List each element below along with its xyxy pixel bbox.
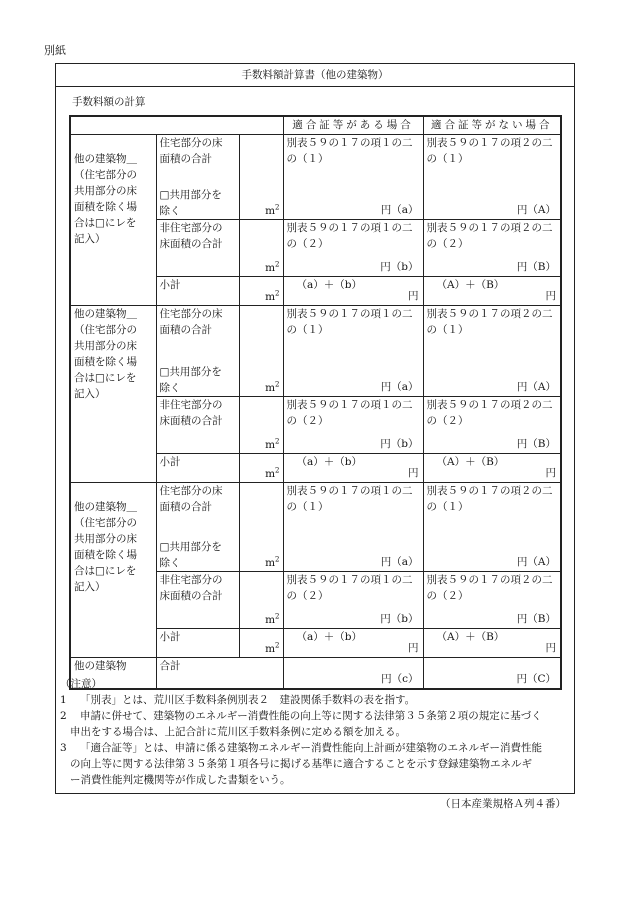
residential-area-input[interactable] [239,483,283,572]
unit-exponent: 2 [275,437,280,446]
unit-m: m [265,557,276,569]
unit-exponent: 2 [275,612,280,621]
without-cert-residential [423,483,561,572]
other-building-label [70,483,156,658]
building-label-line: 共用部分の床 [74,340,137,352]
note-line [60,772,570,788]
residential-label [160,306,236,338]
nonresidential-area-input[interactable] [239,397,283,454]
nonresidential-floor-area-label [156,572,239,629]
unit-exponent: 2 [275,203,280,212]
without-cert-subtotal-formula: （A）＋（B） [436,279,505,291]
unit-exponent: 2 [275,555,280,564]
without-cert-subtotal [423,454,561,483]
with-cert-residential-text: 別表５９の１７の項１の二の（１） [286,137,413,165]
residential-floor-area-label [156,306,239,397]
unit-m: m [265,643,276,655]
with-cert-nonresidential-amount: 円（b） [380,261,419,273]
building-label-line: 記入） [74,233,106,245]
residential-label-line: 面積の合計 [159,324,212,336]
note-item [60,708,570,740]
nonresidential-floor-area-label [156,397,239,454]
common-area-exclusion-line: □共用部分を [159,541,222,553]
yen-unit: 円 [408,642,419,654]
building-label-line: 共用部分の床 [74,185,137,197]
building-label-line: （住宅部分の [74,169,137,181]
unit-m: m [265,468,276,480]
unit-square-meter [265,205,279,217]
note-item [60,740,570,788]
residential-label-line: 住宅部分の床 [159,137,223,149]
yen-unit: 円 [545,467,556,479]
without-cert-residential-amount: 円（A） [516,381,556,393]
with-cert-subtotal [283,629,423,658]
without-cert-nonresidential [423,572,561,629]
note-text: 申請に併せて、建築物のエネルギー消費性能の向上等に関する法律第３５条第２項の規定に基づく [80,710,542,722]
without-cert-nonresidential-text: 別表５９の１７の項２の二の（２） [426,222,553,250]
building-label-line: 合は□にレを [74,217,137,229]
note-text: 「適合証等」とは、申請に係る建築物エネルギー消費性能向上計画が建築物のエネルギー消費性能 [80,742,542,754]
other-building-label [70,306,156,483]
nonresidential-floor-area-label [156,220,239,277]
note-line [60,756,570,772]
note-number: 2 [60,710,67,722]
unit-square-meter [265,262,279,274]
building-label-line: 他の建築物＿ [74,153,137,165]
building-label-line: 面積を除く場 [74,549,137,561]
with-cert-residential-amount: 円（a） [380,381,419,393]
with-cert-residential-text: 別表５９の１７の項１の二の（１） [286,485,413,513]
with-cert-residential-amount: 円（a） [380,556,419,568]
without-cert-nonresidential [423,220,561,277]
without-cert-nonresidential-text: 別表５９の１７の項２の二の（２） [426,574,553,602]
unit-m: m [265,439,276,451]
building-group-row [70,483,561,572]
yen-unit: 円 [545,642,556,654]
without-cert-nonresidential-amount: 円（B） [516,438,556,450]
residential-area-input[interactable] [239,306,283,397]
without-cert-residential [423,306,561,397]
with-cert-nonresidential [283,572,423,629]
subtotal-area-input[interactable] [239,629,283,658]
building-label-line: 他の建築物＿ [74,308,137,320]
with-cert-residential-text: 別表５９の１７の項１の二の（１） [286,308,413,336]
residential-label-line: 住宅部分の床 [159,308,223,320]
common-area-exclusion-line: □共用部分を [159,366,222,378]
without-cert-subtotal-formula: （A）＋（B） [436,631,505,643]
unit-square-meter [265,382,279,394]
without-cert-total-amount: 円（C） [516,673,556,685]
unit-m: m [265,614,276,626]
residential-area-input[interactable] [239,135,283,220]
note-text: 「別表」とは、荒川区手数料条例別表２ 建設関係手数料の表を指す。 [80,694,416,706]
subtotal-label: 小計 [156,629,239,658]
note-line [60,740,570,756]
without-cert-residential [423,135,561,220]
common-area-exclusion [160,539,236,571]
with-cert-nonresidential-amount: 円（b） [380,613,419,625]
note-line [60,692,570,708]
nonresidential-label-line: 非住宅部分の [159,222,223,234]
residential-floor-area-label [156,483,239,572]
nonresidential-label-line: 床面積の合計 [159,590,223,602]
residential-label [160,483,236,515]
notes-section [60,676,570,788]
attachment-label: 別紙 [44,44,66,57]
nonresidential-area-input[interactable] [239,220,283,277]
unit-exponent: 2 [275,466,280,475]
common-area-exclusion-line: 除く [159,382,181,394]
header-blank [70,116,283,135]
header-with-cert: 適合証等がある場合 [283,116,423,135]
building-label-line: 面積を除く場 [74,201,137,213]
nonresidential-label [160,220,236,252]
unit-exponent: 2 [275,641,280,650]
total-building-label: 他の建築物 [70,658,156,690]
nonresidential-label-line: 床面積の合計 [159,415,223,427]
without-cert-nonresidential [423,397,561,454]
building-label-line: 記入） [74,581,106,593]
unit-square-meter [265,614,279,626]
building-label [74,306,153,402]
common-area-exclusion [160,187,236,219]
building-group-row [70,306,561,397]
residential-label [160,135,236,167]
note-text: 申出をする場合は、上記合計に荒川区手数料条例に定める額を加える。 [70,726,406,738]
other-building-label [70,135,156,306]
fee-calculation-table [69,115,562,690]
with-cert-total-amount: 円（c） [381,673,419,685]
without-cert-residential-text: 別表５９の１７の項２の二の（１） [426,137,553,165]
yen-unit: 円 [545,290,556,302]
unit-square-meter [265,291,279,303]
note-number: 3 [60,742,67,754]
document-title: 手数料額計算書（他の建築物） [55,63,575,87]
common-area-exclusion-line: 除く [159,205,181,217]
yen-unit: 円 [408,290,419,302]
residential-label-line: 面積の合計 [159,153,212,165]
note-text: ー消費性能判定機関等が作成した書類をいう。 [70,774,291,786]
residential-floor-area-label [156,135,239,220]
subtotal-area-input[interactable] [239,454,283,483]
without-cert-subtotal [423,277,561,306]
unit-m: m [265,205,276,217]
with-cert-subtotal [283,277,423,306]
unit-m: m [265,291,276,303]
total-label: 合計 [156,658,283,690]
with-cert-nonresidential-text: 別表５９の１７の項１の二の（２） [286,222,413,250]
unit-square-meter [265,468,279,480]
without-cert-residential-text: 別表５９の１７の項２の二の（１） [426,308,553,336]
without-cert-subtotal-formula: （A）＋（B） [436,456,505,468]
building-label-line: 合は□にレを [74,565,137,577]
without-cert-nonresidential-text: 別表５９の１７の項２の二の（２） [426,399,553,427]
without-cert-residential-amount: 円（A） [516,204,556,216]
without-cert-residential-amount: 円（A） [516,556,556,568]
building-label-line: 面積を除く場 [74,356,137,368]
note-text: の向上等に関する法律第３５条第１項各号に掲げる基準に適合することを示す登録建築物エネルギ [70,758,532,770]
nonresidential-label-line: 非住宅部分の [159,574,223,586]
unit-m: m [265,382,276,394]
subtotal-label: 小計 [156,277,239,306]
note-line [60,724,570,740]
with-cert-nonresidential [283,220,423,277]
unit-square-meter [265,557,279,569]
without-cert-nonresidential-amount: 円（B） [516,261,556,273]
with-cert-subtotal-formula: （a）＋（b） [296,456,362,468]
calc-heading: 手数料額の計算 [72,96,146,108]
with-cert-nonresidential [283,397,423,454]
without-cert-subtotal [423,629,561,658]
unit-exponent: 2 [275,380,280,389]
without-cert-nonresidential-amount: 円（B） [516,613,556,625]
unit-exponent: 2 [275,260,280,269]
building-label-line: （住宅部分の [74,324,137,336]
with-cert-residential [283,306,423,397]
header-row [70,116,561,135]
with-cert-subtotal-formula: （a）＋（b） [296,279,362,291]
note-item [60,692,570,708]
with-cert-nonresidential-text: 別表５９の１７の項１の二の（２） [286,574,413,602]
building-label [74,499,153,595]
unit-m: m [265,262,276,274]
residential-label-line: 住宅部分の床 [159,485,223,497]
nonresidential-label [160,572,236,604]
without-cert-residential-text: 別表５９の１７の項２の二の（１） [426,485,553,513]
residential-label-line: 面積の合計 [159,501,212,513]
common-area-exclusion-line: 除く [159,557,181,569]
note-line [60,708,570,724]
with-cert-residential [283,483,423,572]
nonresidential-label-line: 非住宅部分の [159,399,223,411]
unit-square-meter [265,643,279,655]
building-group-row [70,135,561,220]
common-area-exclusion [160,364,236,396]
with-cert-subtotal [283,454,423,483]
with-cert-nonresidential-amount: 円（b） [380,438,419,450]
paper-size-note: （日本産業規格Ａ列４番） [440,798,566,810]
with-cert-residential-amount: 円（a） [380,204,419,216]
common-area-exclusion-line: □共用部分を [159,189,222,201]
building-label-line: 合は□にレを [74,372,137,384]
building-label-line: 他の建築物＿ [74,501,137,513]
nonresidential-label [160,397,236,429]
notes-heading: （注意） [60,678,102,690]
unit-exponent: 2 [275,289,280,298]
nonresidential-area-input[interactable] [239,572,283,629]
yen-unit: 円 [408,467,419,479]
building-label-line: 記入） [74,388,106,400]
subtotal-label: 小計 [156,454,239,483]
building-label-line: （住宅部分の [74,517,137,529]
with-cert-nonresidential-text: 別表５９の１７の項１の二の（２） [286,399,413,427]
with-cert-subtotal-formula: （a）＋（b） [296,631,362,643]
note-number: 1 [60,694,67,706]
header-without-cert: 適合証等がない場合 [423,116,561,135]
unit-square-meter [265,439,279,451]
building-label-line: 共用部分の床 [74,533,137,545]
building-label [74,151,153,247]
subtotal-area-input[interactable] [239,277,283,306]
with-cert-residential [283,135,423,220]
nonresidential-label-line: 床面積の合計 [159,238,223,250]
